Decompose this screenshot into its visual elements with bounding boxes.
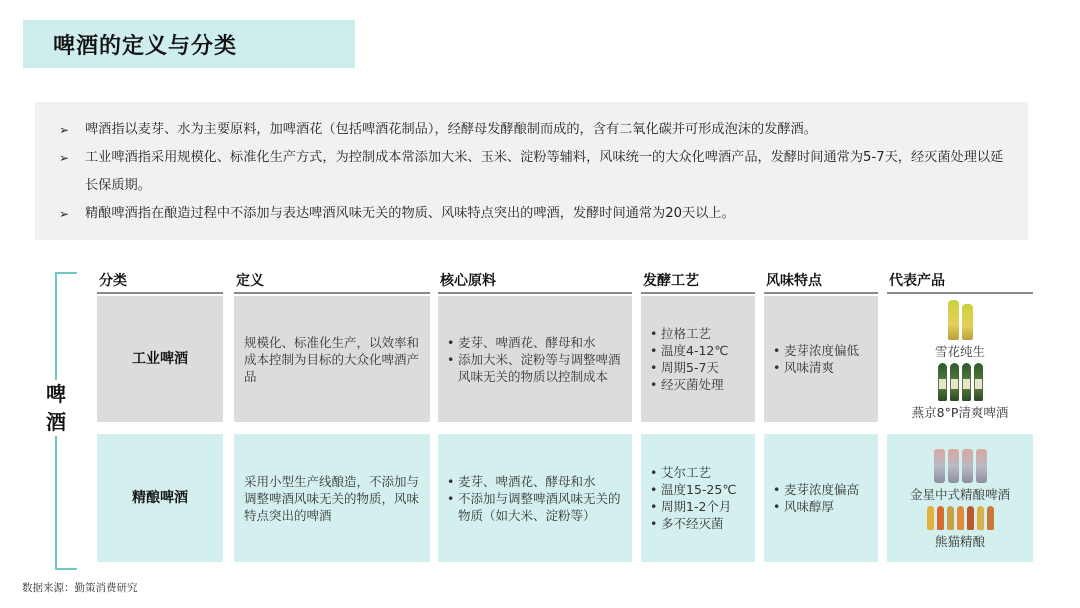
row-process <box>641 434 755 562</box>
data-source: 数据来源：勤策消费研究 <box>22 582 138 594</box>
row-definition <box>234 434 430 562</box>
header-category: 分类 <box>97 270 223 294</box>
list-item: • 周期1-2个月 <box>649 498 736 515</box>
intro-bullet <box>59 144 1008 200</box>
arrow-bullet-icon: ➢ <box>59 151 70 165</box>
list-item: • 多不经灭菌 <box>649 515 736 532</box>
header-products: 代表产品 <box>887 270 1033 294</box>
intro-bullet <box>59 200 1008 228</box>
product-name: 雪花纯生 <box>934 344 985 359</box>
row-flavor <box>764 296 878 422</box>
arrow-bullet-icon: ➢ <box>59 207 70 221</box>
list-item: • 风味清爽 <box>772 359 859 376</box>
header-definition: 定义 <box>234 270 430 294</box>
definition-text: 规模化、标准化生产，以效率和成本控制为目标的大众化啤酒产品 <box>244 334 420 384</box>
row-category: 工业啤酒 <box>97 296 223 422</box>
side-label: 啤酒 <box>42 380 70 436</box>
list-item: • 添加大米、淀粉等与调整啤酒风味无关的物质以控制成本 <box>446 351 624 385</box>
arrow-bullet-icon: ➢ <box>59 123 70 137</box>
row-products <box>887 296 1033 422</box>
beer-bottle-image <box>927 506 994 530</box>
list-item: • 麦芽、啤酒花、酵母和水 <box>446 473 624 490</box>
intro-text: 工业啤酒指采用规模化、标准化生产方式，为控制成本常添加大米、玉米、淀粉等辅料，风味统一的大众化啤酒产品，发酵时间通常为5-7天，经灭菌处理以延长保质期。 <box>85 150 1004 193</box>
list-item: • 不添加与调整啤酒风味无关的物质（如大米、淀粉等） <box>446 490 624 524</box>
list-item: • 麦芽浓度偏低 <box>772 342 859 359</box>
page-title: 啤酒的定义与分类 <box>53 33 238 59</box>
list-item: • 麦芽、啤酒花、酵母和水 <box>446 334 624 351</box>
list-item: • 周期5-7天 <box>649 359 728 376</box>
product-name: 金星中式精酿啤酒 <box>909 487 1010 502</box>
header-materials: 核心原料 <box>438 270 632 294</box>
list-item: • 麦芽浓度偏高 <box>772 481 859 498</box>
title-bar <box>23 20 355 68</box>
row-definition <box>234 296 430 422</box>
list-item: • 温度4-12℃ <box>649 342 728 359</box>
intro-panel <box>35 102 1028 240</box>
row-process <box>641 296 755 422</box>
header-flavor: 风味特点 <box>764 270 878 294</box>
list-item: • 风味醇厚 <box>772 498 859 515</box>
list-item: • 经灭菌处理 <box>649 376 728 393</box>
intro-text: 精酿啤酒指在酿造过程中不添加与表达啤酒风味无关的物质、风味特点突出的啤酒，发酵时间通常为20天以上。 <box>85 206 735 221</box>
list-item: • 艾尔工艺 <box>649 464 736 481</box>
beer-can-image <box>948 300 973 340</box>
row-flavor <box>764 434 878 562</box>
row-category: 精酿啤酒 <box>97 434 223 562</box>
product-name: 燕京8°P清爽啤酒 <box>911 405 1009 420</box>
row-materials <box>438 434 632 562</box>
row-materials <box>438 296 632 422</box>
beer-bottle-image <box>938 363 983 401</box>
intro-bullet <box>59 116 1008 144</box>
list-item: • 拉格工艺 <box>649 325 728 342</box>
product-name: 熊猫精酿 <box>934 534 985 549</box>
beer-can-image <box>934 449 987 483</box>
definition-text: 采用小型生产线酿造，不添加与调整啤酒风味无关的物质，风味特点突出的啤酒 <box>244 473 420 523</box>
row-products <box>887 434 1033 562</box>
list-item: • 温度15-25℃ <box>649 481 736 498</box>
header-process: 发酵工艺 <box>641 270 755 294</box>
intro-text: 啤酒指以麦芽、水为主要原料，加啤酒花（包括啤酒花制品），经酵母发酵酿制而成的，含有二氧化碳并可形成泡沫的发酵酒。 <box>85 122 817 137</box>
